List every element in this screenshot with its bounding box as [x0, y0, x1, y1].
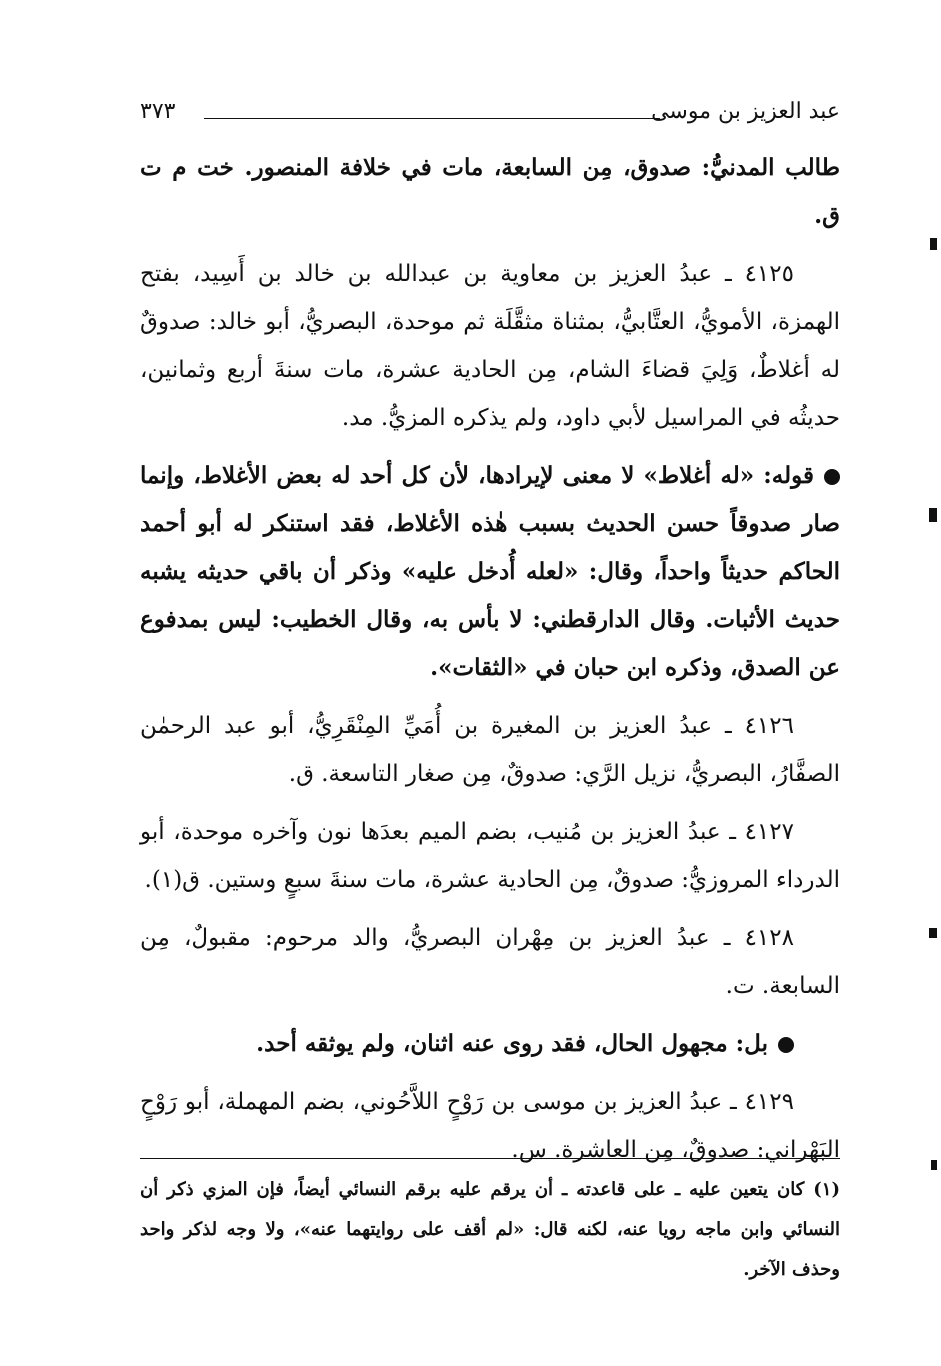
entry-4127: ٤١٢٧ ـ عبدُ العزيز بن مُنيب، بضم الميم بعدَها نون وآخره موحدة، أبو الدرداء المروزيُّ: صدوقٌ، مِن الحادية عشرة، مات سنةَ سبعٍ وستين. ق(١).	[140, 819, 840, 893]
bullet-icon	[824, 469, 840, 485]
running-title: عبد العزيز بن موسى	[651, 99, 840, 124]
entry-4126: ٤١٢٦ ـ عبدُ العزيز بن المغيرة بن أُمَيِّ المِنْقَرِيُّ، أبو عبد الرحمٰن الصفَّارُ، البصريُّ، نزيل الرَّي: صدوقٌ، مِن صغار التاسعة. ق.	[140, 713, 840, 787]
edge-mark	[931, 1160, 937, 1170]
footnotes	[140, 1170, 840, 1290]
entry-4128: ٤١٢٨ ـ عبدُ العزيز بن مِهْران البصريُّ، والد مرحوم: مقبولٌ، مِن السابعة. ت.	[140, 925, 840, 999]
footnote-separator	[140, 1158, 840, 1159]
header-rule	[204, 118, 660, 119]
commentary-text: قوله: «له أغلاط» لا معنى لإيرادها، لأن كل أحد له بعض الأغلاط، وإنما صار صدوقاً حسن الحديث بسبب هٰذه الأغلاط، فقد استنكر له أبو أحمد الحاكم حديثاً واحداً، وقال: «لعله أُدخل عليه» وذكر أن باقي حديثه يشبه حديث الأثبات. وقال الدارقطني: لا بأس به، وقال الخطيب: ليس بمدفوع عن الصدق، وذكره ابن حبان في «الثقات».	[140, 462, 840, 681]
bullet-icon	[778, 1037, 794, 1053]
entry-4129: ٤١٢٩ ـ عبدُ العزيز بن موسى بن رَوْحٍ اللاَّحُوني، بضم المهملة، أبو رَوْحٍ البَهْراني: صدوقٌ، مِن العاشرة. س.	[140, 1089, 840, 1163]
entry-4125: ٤١٢٥ ـ عبدُ العزيز بن معاوية بن عبدالله بن خالد بن أَسِيد، بفتح الهمزة، الأمويُّ، العتَّابيُّ، بمثناة مثقَّلَة ثم موحدة، البصريُّ، أبو خالد: صدوقٌ له أغلاطٌ، وَلِيَ قضاءَ الشام، مِن الحادية عشرة، مات سنةَ أربع وثمانين، حديثُه في المراسيل لأبي داود، ولم يذكره المزيُّ. مد.	[140, 261, 840, 431]
footnote-1: (١) كان يتعين عليه ـ على قاعدته ـ أن يرقم عليه برقم النسائي أيضاً، فإن المزي ذكر أن النسائي وابن ماجه رويا عنه، لكنه قال: «لم أقف على روايتهما عنه»، ولا وجه لذكر واحد وحذف الآخر.	[140, 1179, 840, 1280]
main-text	[140, 144, 840, 1184]
page-number: ٣٧٣	[140, 99, 176, 124]
edge-mark	[929, 928, 937, 938]
entry-continuation: طالب المدنيُّ: صدوق، مِن السابعة، مات في خلافة المنصور. خت م ت ق.	[140, 154, 840, 229]
edge-mark	[929, 508, 937, 522]
commentary-4125	[140, 452, 840, 692]
edge-mark	[930, 238, 937, 250]
page-header	[140, 92, 840, 132]
commentary-4128	[140, 1020, 840, 1068]
commentary-text: بل: مجهول الحال، فقد روى عنه اثنان، ولم يوثقه أحد.	[256, 1030, 768, 1057]
